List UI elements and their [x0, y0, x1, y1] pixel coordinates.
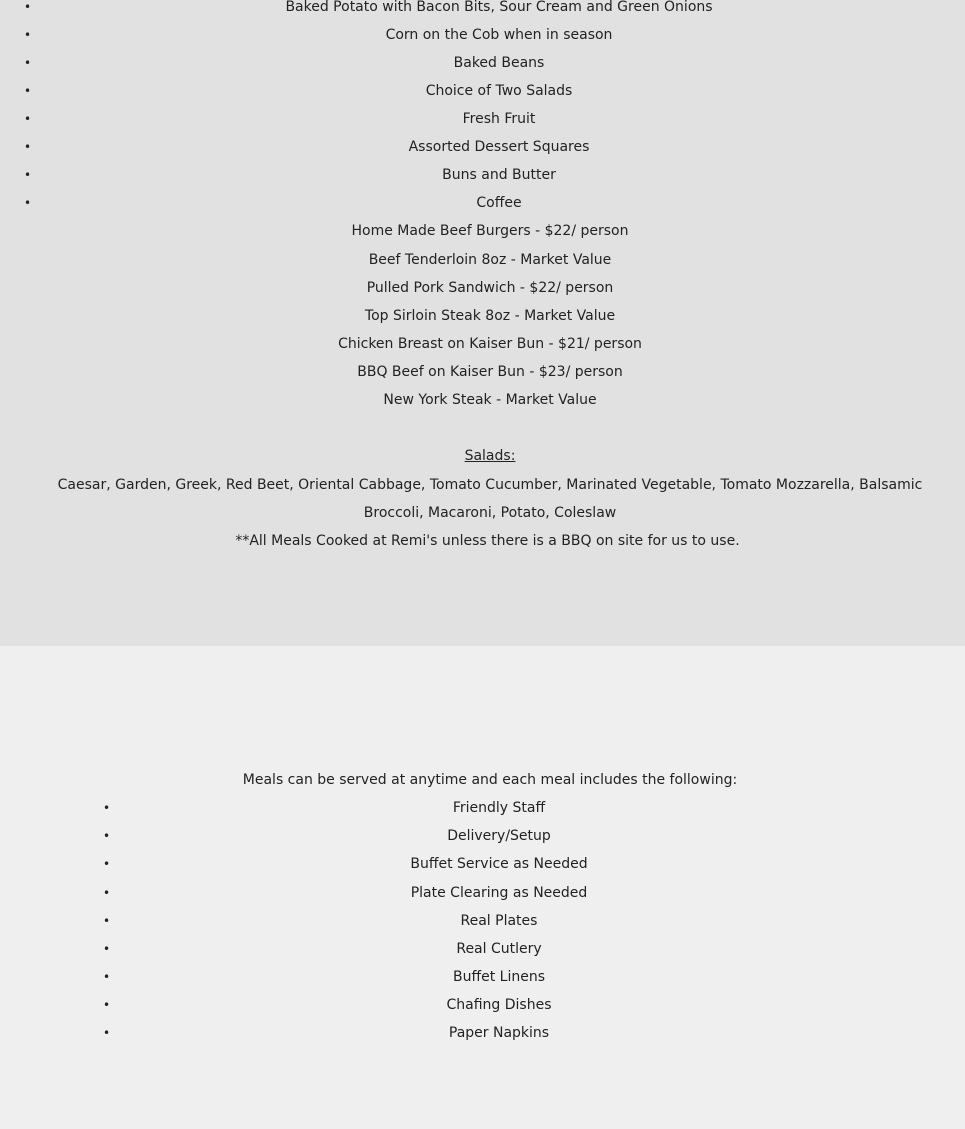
include-item: Buffet Service as Needed — [410, 856, 588, 872]
bullet-icon: • — [24, 140, 32, 154]
list-item — [0, 25, 965, 45]
bullet-icon: • — [24, 28, 32, 42]
side-item: Corn on the Cob when in season — [385, 27, 613, 43]
side-item: Choice of Two Salads — [425, 83, 573, 99]
bullet-icon: • — [24, 168, 32, 182]
list-item — [0, 883, 965, 903]
main-item: Chicken Breast on Kaiser Bun - $21/ person — [338, 336, 642, 352]
list-item — [0, 165, 965, 185]
list-item — [0, 995, 965, 1015]
include-item: Real Cutlery — [456, 941, 542, 957]
include-item: Real Plates — [460, 913, 538, 929]
bullet-icon: • — [103, 801, 111, 815]
salads-heading-text: Salads: — [464, 448, 516, 464]
list-item — [0, 1023, 965, 1043]
list-item — [0, 137, 965, 157]
bullet-icon: • — [103, 914, 111, 928]
list-item — [0, 0, 965, 17]
bullet-icon: • — [24, 196, 32, 210]
side-item: Buns and Butter — [442, 167, 556, 183]
side-item: Baked Beans — [453, 55, 545, 71]
bullet-icon: • — [103, 998, 111, 1012]
salads-list: Caesar, Garden, Greek, Red Beet, Oriental Cabbage, Tomato Cucumber, Marinated Vegetable, Tomato Mozzarella, Balsamic Broccoli, Macaroni, Potato, Coleslaw — [57, 477, 923, 521]
side-item: Assorted Dessert Squares — [408, 139, 590, 155]
include-item: Paper Napkins — [448, 1025, 550, 1041]
bullet-icon: • — [24, 0, 32, 14]
note-text: **All Meals Cooked at Remi's unless there is a BBQ on site for us to use. — [235, 533, 740, 549]
list-item — [0, 798, 965, 818]
main-item: Home Made Beef Burgers - $22/ person — [351, 223, 629, 239]
main-item: Pulled Pork Sandwich - $22/ person — [366, 280, 614, 296]
bullet-icon: • — [24, 56, 32, 70]
list-item — [0, 109, 965, 129]
bullet-icon: • — [103, 886, 111, 900]
include-item: Chafing Dishes — [446, 997, 552, 1013]
list-item — [0, 53, 965, 73]
bullet-icon: • — [103, 857, 111, 871]
list-item — [0, 939, 965, 959]
list-item — [0, 826, 965, 846]
bullet-icon: • — [24, 84, 32, 98]
bullet-icon: • — [103, 942, 111, 956]
main-item: New York Steak - Market Value — [383, 392, 597, 408]
include-item: Buffet Linens — [452, 969, 546, 985]
bullet-icon: • — [103, 970, 111, 984]
main-item: BBQ Beef on Kaiser Bun - $23/ person — [357, 364, 623, 380]
list-item — [0, 193, 965, 213]
main-item: Top Sirloin Steak 8oz - Market Value — [364, 308, 616, 324]
include-item: Delivery/Setup — [447, 828, 551, 844]
include-item: Friendly Staff — [452, 800, 546, 816]
side-item: Fresh Fruit — [462, 111, 536, 127]
bullet-icon: • — [103, 829, 111, 843]
list-item — [0, 911, 965, 931]
bullet-icon: • — [24, 112, 32, 126]
list-item — [0, 854, 965, 874]
include-item: Plate Clearing as Needed — [410, 885, 588, 901]
side-item: Coffee — [476, 195, 522, 211]
salads-heading — [0, 446, 965, 466]
includes-intro: Meals can be served at anytime and each meal includes the following: — [242, 772, 738, 788]
side-item: Baked Potato with Bacon Bits, Sour Cream and Green Onions — [285, 0, 713, 15]
bullet-icon: • — [103, 1026, 111, 1040]
main-item: Beef Tenderloin 8oz - Market Value — [368, 252, 612, 268]
list-item — [0, 967, 965, 987]
list-item — [0, 81, 965, 101]
